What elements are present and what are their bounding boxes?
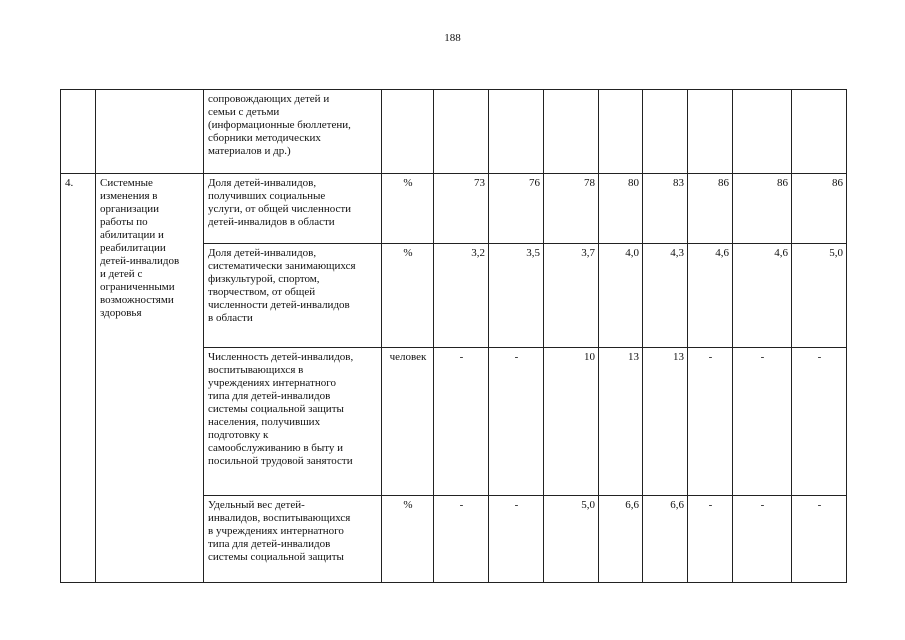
value-cell: 86	[733, 174, 792, 244]
value-cell	[733, 90, 792, 174]
value-cell: -	[733, 496, 792, 583]
row-number-cell: 4.	[61, 174, 96, 583]
indicator-cell: сопровождающих детей и семьи с детьми (информационные бюллетени, сборники методических материалов и др.)	[204, 90, 382, 174]
unit-cell: %	[382, 496, 434, 583]
unit-cell: человек	[382, 348, 434, 496]
value-cell: 13	[599, 348, 643, 496]
indicator-cell: Доля детей-инвалидов, систематически занимающихся физкультурой, спортом, творчеством, от общей численности детей-инвалидов в области	[204, 244, 382, 348]
unit-cell: %	[382, 244, 434, 348]
page-number: 188	[444, 32, 461, 44]
value-cell	[599, 90, 643, 174]
value-cell	[544, 90, 599, 174]
activity-cell: Системные изменения в организации работы по абилитации и реабилитации детей-инвалидов и детей с ограниченными возможностями здоровья	[96, 174, 204, 583]
value-cell: 83	[643, 174, 688, 244]
value-cell: -	[733, 348, 792, 496]
value-cell: 4,3	[643, 244, 688, 348]
value-cell: 78	[544, 174, 599, 244]
value-cell: 6,6	[643, 496, 688, 583]
value-cell: 86	[792, 174, 847, 244]
indicator-cell: Удельный вес детей- инвалидов, воспитывающихся в учреждениях интернатного типа для детей-инвалидов системы социальной защиты	[204, 496, 382, 583]
value-cell: -	[688, 496, 733, 583]
value-cell: 5,0	[792, 244, 847, 348]
unit-cell: %	[382, 174, 434, 244]
unit-cell	[382, 90, 434, 174]
value-cell: 3,5	[489, 244, 544, 348]
row-number-cell	[61, 90, 96, 174]
value-cell: 13	[643, 348, 688, 496]
value-cell: 73	[434, 174, 489, 244]
value-cell: 3,7	[544, 244, 599, 348]
value-cell: 3,2	[434, 244, 489, 348]
table-row	[61, 90, 847, 174]
value-cell: -	[489, 496, 544, 583]
value-cell: -	[688, 348, 733, 496]
value-cell: -	[489, 348, 544, 496]
value-cell	[434, 90, 489, 174]
value-cell: 5,0	[544, 496, 599, 583]
value-cell: 10	[544, 348, 599, 496]
value-cell	[688, 90, 733, 174]
value-cell	[792, 90, 847, 174]
indicator-cell: Доля детей-инвалидов, получивших социальные услуги, от общей численности детей-инвалидов в области	[204, 174, 382, 244]
value-cell: 4,6	[688, 244, 733, 348]
value-cell: 76	[489, 174, 544, 244]
value-cell: -	[792, 348, 847, 496]
value-cell: 86	[688, 174, 733, 244]
value-cell: -	[434, 496, 489, 583]
program-indicators-table	[60, 89, 847, 583]
value-cell	[489, 90, 544, 174]
value-cell: 4,6	[733, 244, 792, 348]
value-cell: -	[792, 496, 847, 583]
table-row	[61, 174, 847, 244]
value-cell	[643, 90, 688, 174]
value-cell: 4,0	[599, 244, 643, 348]
value-cell: 6,6	[599, 496, 643, 583]
activity-cell	[96, 90, 204, 174]
value-cell: -	[434, 348, 489, 496]
indicator-cell: Численность детей-инвалидов, воспитывающихся в учреждениях интернатного типа для детей-инвалидов системы социальной защиты населения, получивших подготовку к самообслуживанию в быту и посильной трудовой занятости	[204, 348, 382, 496]
value-cell: 80	[599, 174, 643, 244]
